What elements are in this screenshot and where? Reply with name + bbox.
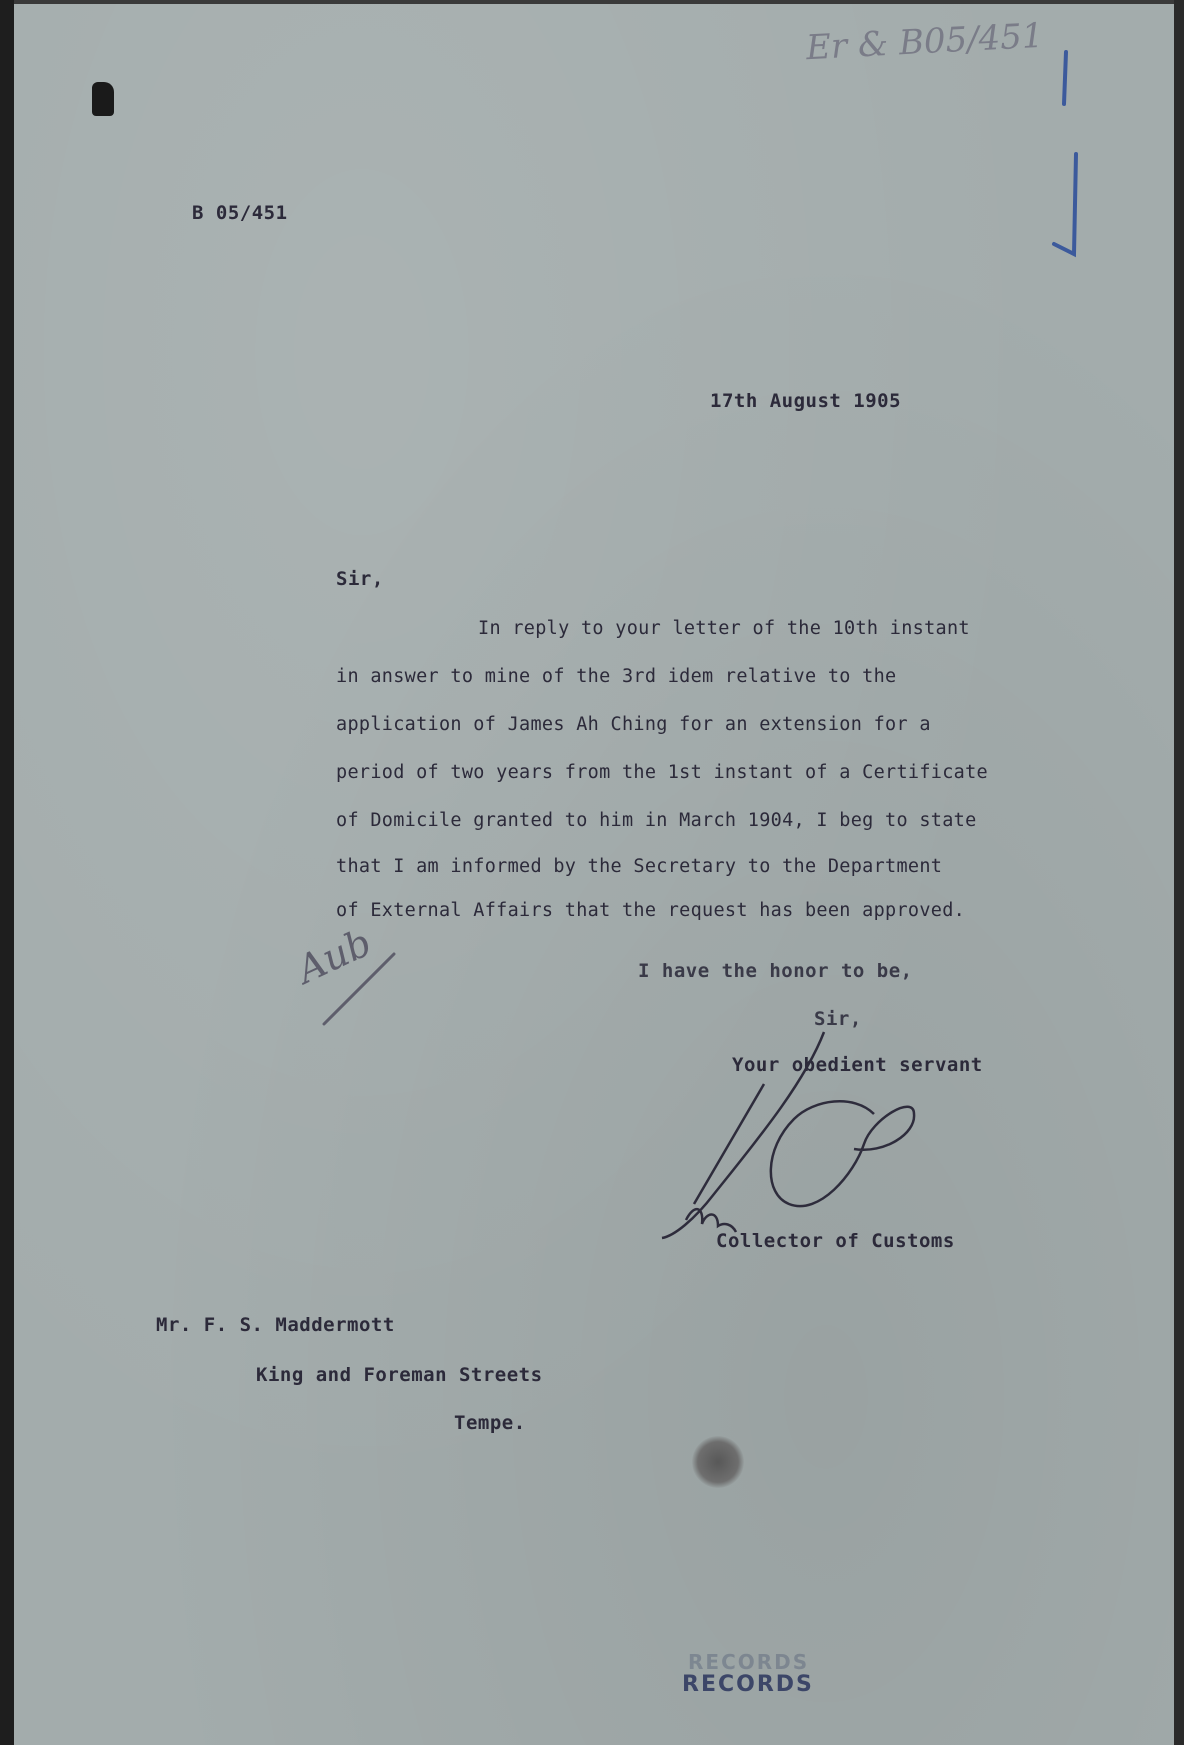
closing-line-2: Sir, [814, 1008, 862, 1030]
body-line-5: of Domicile granted to him in March 1904, I beg to state [336, 810, 977, 831]
margin-initials: Aub [290, 919, 378, 993]
letter-date: 17th August 1905 [710, 390, 902, 412]
body-line-1: In reply to your letter of the 10th instant [478, 618, 970, 639]
closing-line-3: Your obedient servant [732, 1054, 983, 1076]
salutation: Sir, [336, 568, 384, 590]
addressee-suburb: Tempe. [454, 1412, 526, 1434]
body-line-7: of External Affairs that the request has been approved. [336, 900, 966, 921]
scan-edge-left [0, 0, 14, 1745]
file-reference: B 05/451 [192, 202, 288, 224]
records-stamp-faint: RECORDS [688, 1650, 810, 1674]
addressee-street: King and Foreman Streets [256, 1364, 543, 1386]
blue-pencil-marks [1024, 44, 1104, 284]
addressee-name: Mr. F. S. Maddermott [156, 1314, 395, 1336]
signatory-title: Collector of Customs [716, 1230, 955, 1252]
body-line-2: in answer to mine of the 3rd idem relative to the [336, 666, 897, 687]
records-stamp: RECORDS [682, 1672, 814, 1697]
handwritten-reference: Er & B05/451 [805, 15, 1045, 69]
body-line-6: that I am informed by the Secretary to the Department [336, 856, 943, 877]
margin-initials-stroke [314, 934, 434, 1034]
scan-edge-right [1174, 0, 1184, 1745]
body-line-3: application of James Ah Ching for an extension for a [336, 714, 931, 735]
ink-smudge [692, 1436, 744, 1488]
letter-sheet [14, 4, 1174, 1745]
punch-hole [92, 82, 114, 116]
signature [614, 1024, 934, 1244]
closing-line-1: I have the honor to be, [638, 960, 913, 982]
body-line-4: period of two years from the 1st instant of a Certificate [336, 762, 988, 783]
